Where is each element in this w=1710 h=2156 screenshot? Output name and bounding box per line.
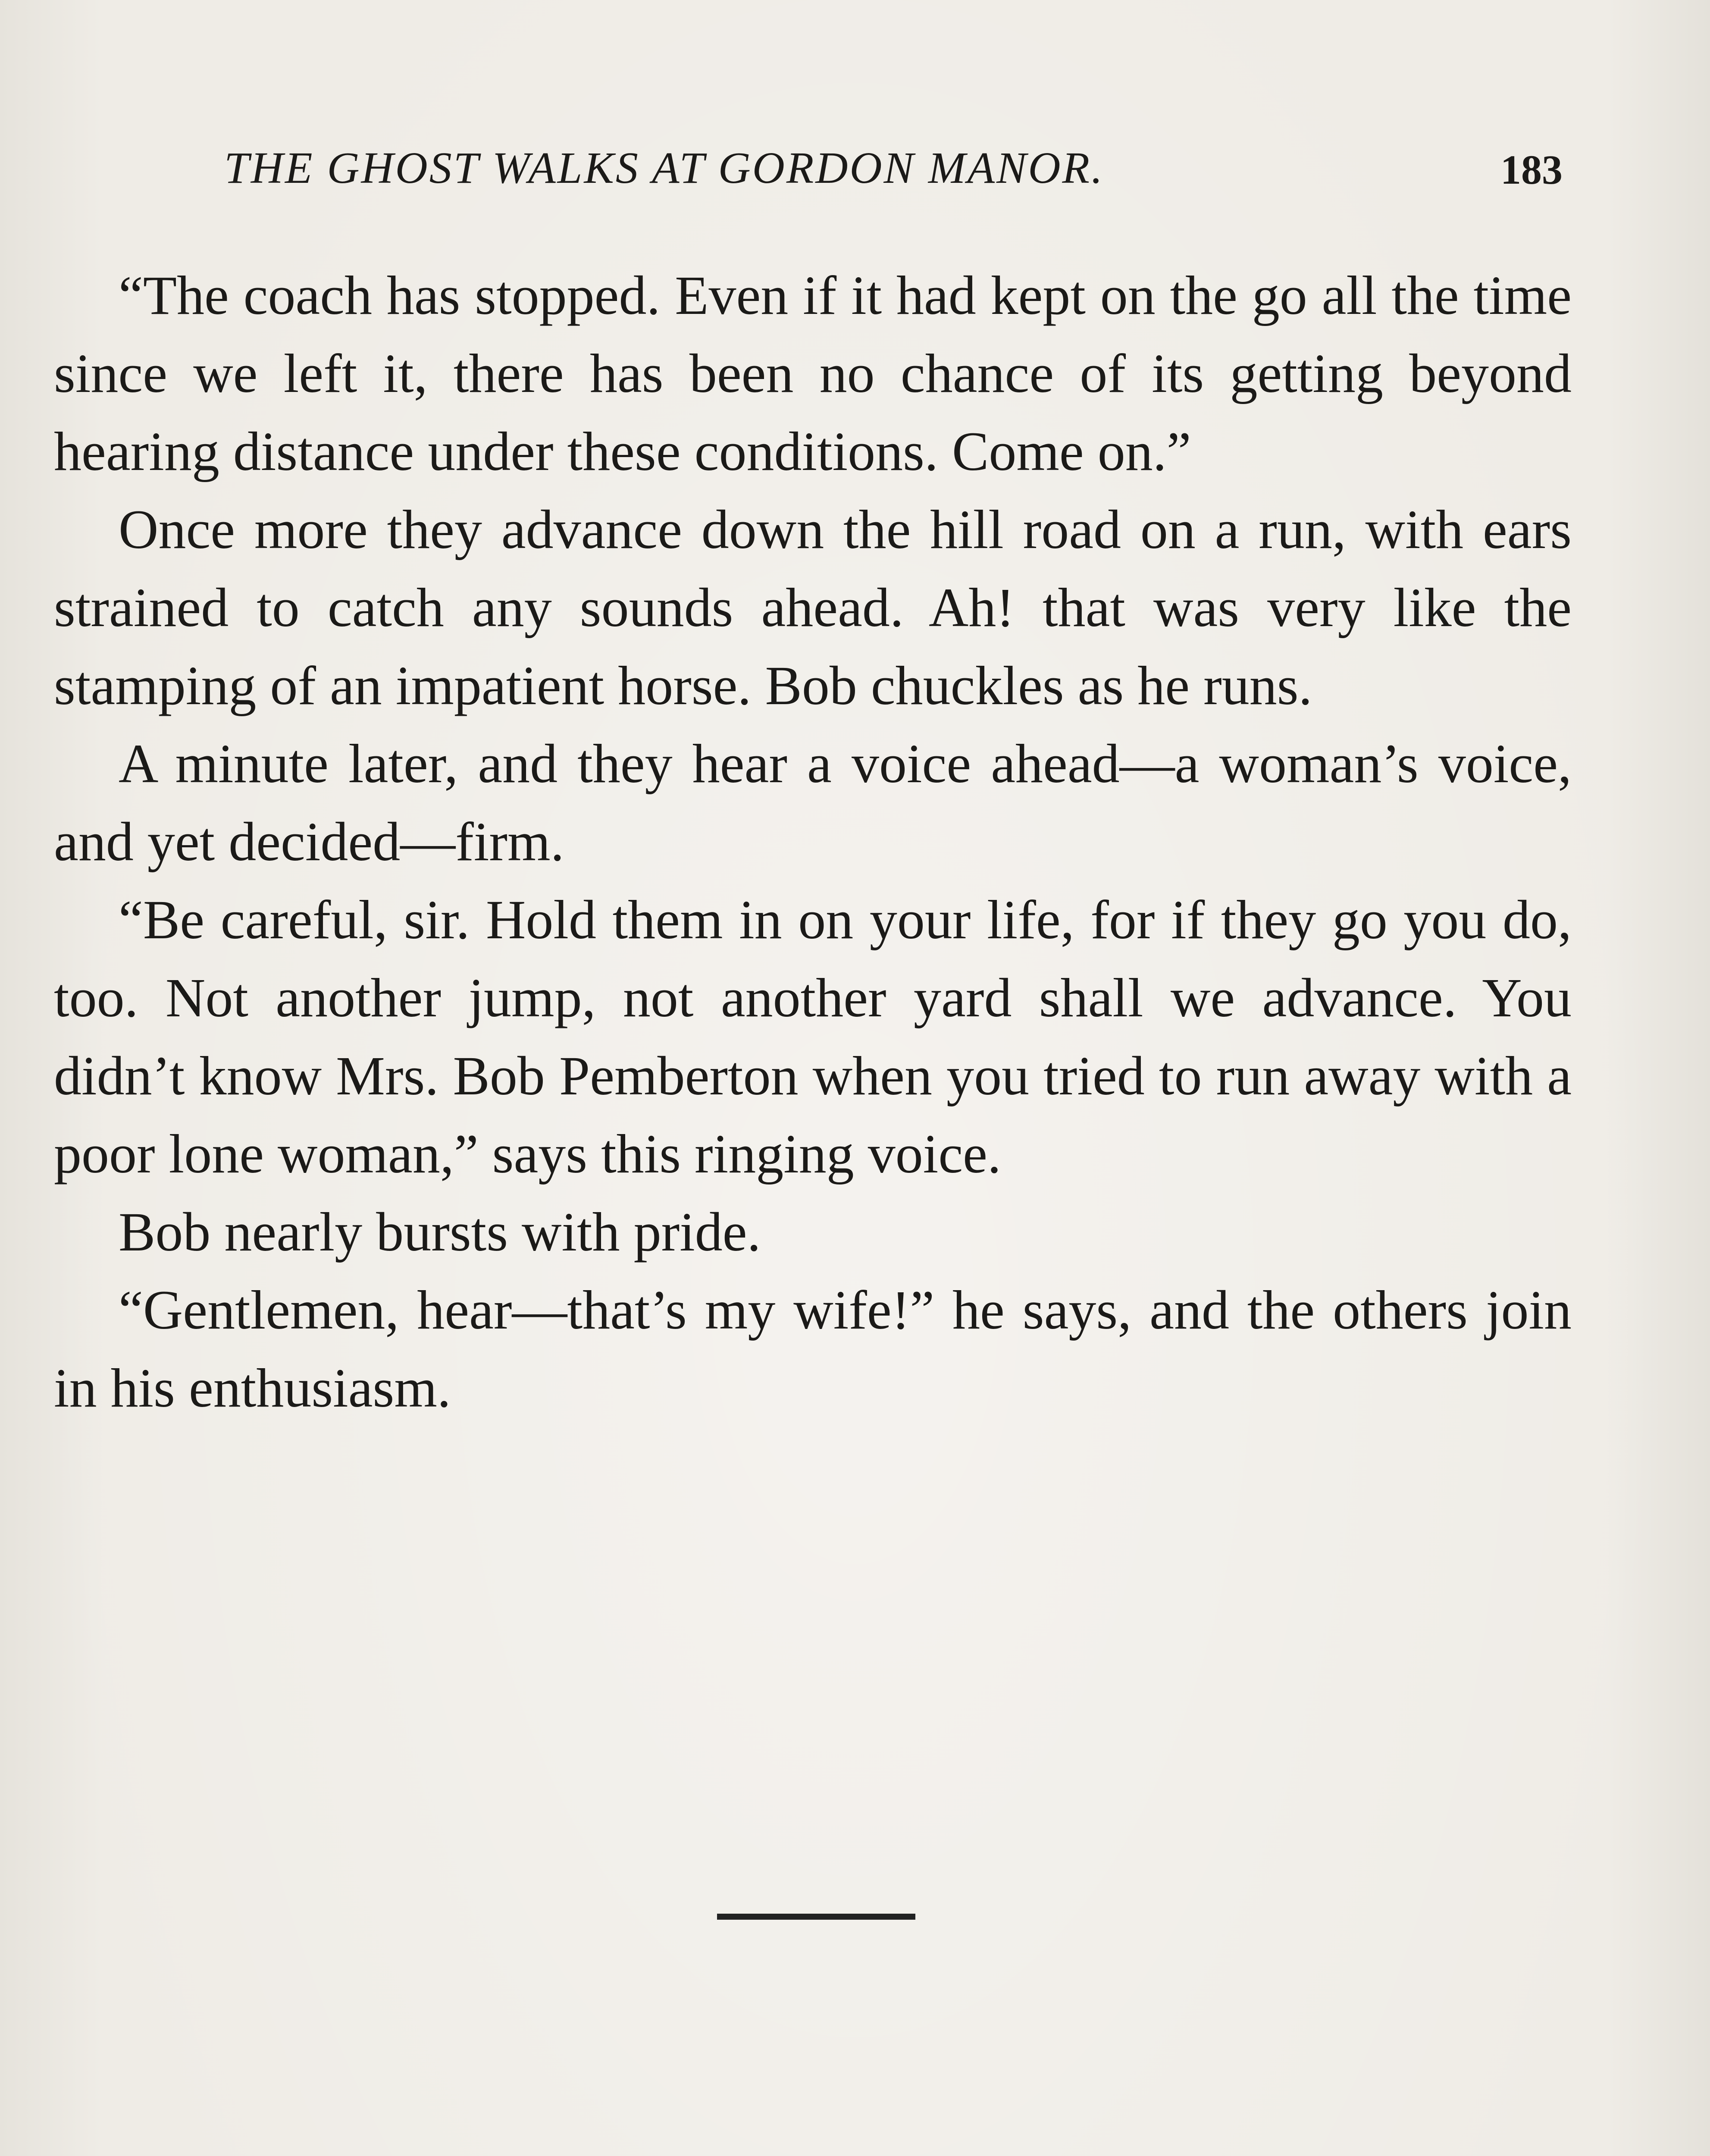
section-divider <box>717 1914 915 1920</box>
paragraph: A minute later, and they hear a voice ahead—a woman’s voice, and yet decided—firm. <box>54 733 1572 872</box>
paragraph: Once more they advance down the hill road on a run, with ears strained to catch any sounds ahead. Ah! that was very like the stamping of an impatient horse. Bob chuckles as he runs. <box>54 499 1572 716</box>
paragraph: “Be careful, sir. Hold them in on your life, for if they go you do, too. Not another jump, not another yard shall we advance. You didn’t know Mrs. Bob Pemberton when you tried to run away with a poor lone woman,” says this ringing voice. <box>54 889 1572 1185</box>
paragraph: “The coach has stopped. Even if it had kept on the go all the time since we left it, there has been no chance of its getting beyond hearing distance under these conditions. Come on.” <box>54 265 1572 482</box>
running-head-title: THE GHOST WALKS AT GORDON MANOR. <box>224 143 1105 193</box>
page-number: 183 <box>1500 147 1563 193</box>
body-text-upper <box>54 257 1572 1427</box>
paragraph: Bob nearly bursts with pride. <box>119 1201 761 1263</box>
paragraph: “Gentlemen, hear—that’s my wife!” he says, and the others join in his enthusiasm. <box>54 1279 1572 1419</box>
